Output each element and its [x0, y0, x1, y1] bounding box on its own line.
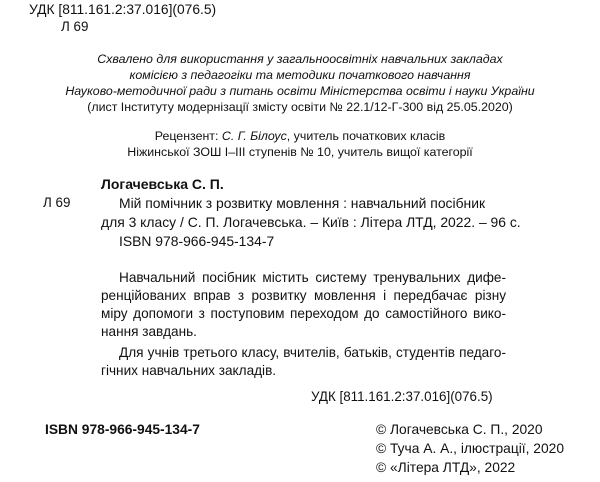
annotation-p1-line-4: нання завдань.: [101, 324, 197, 339]
copyright-publisher: © «Літера ЛТД», 2022: [376, 460, 516, 475]
reviewer-rest: , учитель початкових класів: [286, 129, 446, 143]
udk-code-top: УДК [811.161.2:37.016](076.5): [29, 2, 217, 17]
reviewer-label: Рецензент:: [154, 129, 222, 143]
catalog-line-2: для 3 класу / С. П. Логачевська. – Київ : Літера ЛТД, 2022. – 96 с.: [101, 214, 521, 230]
copyright-illustrations: © Туча А. А., ілюстрації, 2020: [376, 441, 565, 456]
annotation-p1-line-3: міру допомоги з поступовим переходом до самостійного вико-: [101, 306, 506, 321]
approval-line-3: Науково-методичної ради з питань освіти Міністерства освіти і науки України: [65, 84, 535, 98]
udk-code-bottom: УДК [811.161.2:37.016](076.5): [311, 389, 493, 404]
catalog-line-1: Мій помічник з розвитку мовлення : навчальний посібник: [119, 195, 486, 211]
footer-isbn: ISBN 978-966-945-134-7: [45, 422, 200, 437]
shelf-code-top: Л 69: [61, 19, 89, 34]
reviewer-name: С. Г. Білоус: [221, 129, 287, 143]
reviewer-line-1: [0, 128, 600, 144]
copyright-author: © Логачевська С. П., 2020: [376, 422, 543, 437]
reviewer-line-2: Ніжинської ЗОШ І–ІІІ ступенів № 10, учитель вищої категорії: [127, 145, 473, 159]
annotation-p2-line-1: Для учнів третього класу, вчителів, батьків, студентів педаго-: [119, 345, 506, 360]
annotation-p1-line-2: ренційованих вправ з розвитку мовлення і передбачає різну: [101, 288, 506, 303]
approval-line-1: Схвалено для використання у загальноосвітніх навчальних закладах: [97, 52, 503, 66]
catalog-isbn: ISBN 978-966-945-134-7: [119, 233, 275, 249]
approval-letter: (лист Інституту модернізації змісту освіти № 22.1/12-Г-300 від 25.05.2020): [87, 100, 513, 114]
annotation-p1-line-1: Навчальний посібник містить систему тренувальних дифе-: [119, 270, 506, 285]
catalog-code: Л 69: [43, 195, 71, 210]
annotation-p2-line-2: гічних навчальних закладів.: [101, 363, 277, 378]
approval-line-2: комісією з педагогіки та методики початкового навчання: [129, 68, 471, 82]
catalog-author: Логачевська С. П.: [101, 176, 224, 192]
